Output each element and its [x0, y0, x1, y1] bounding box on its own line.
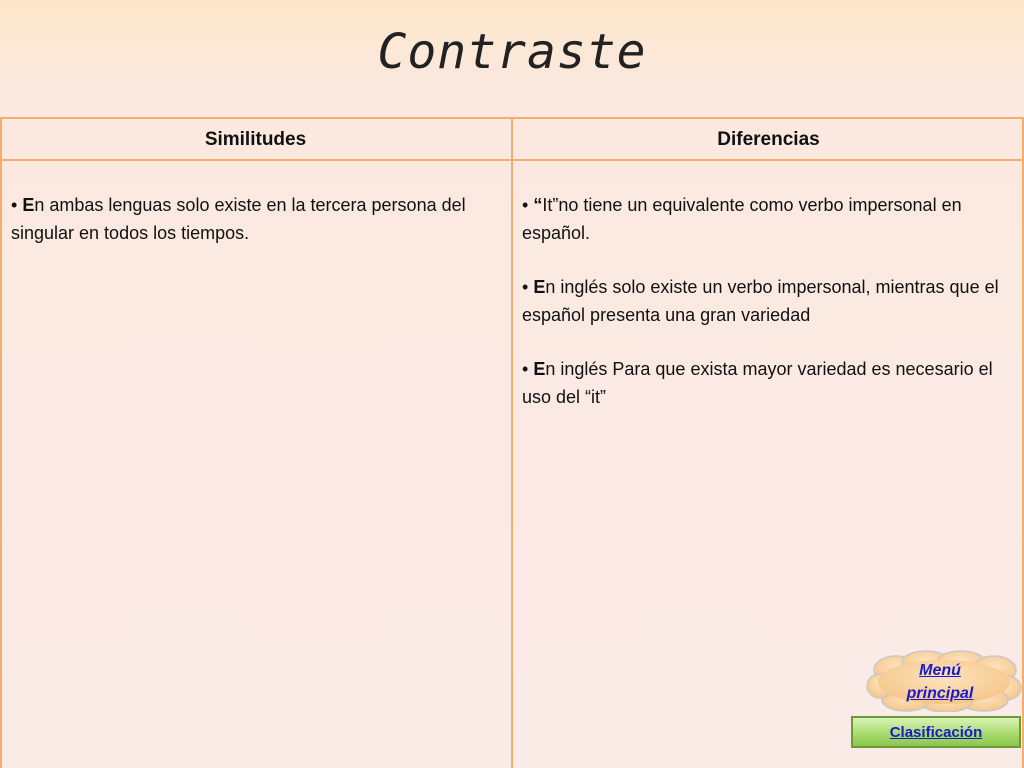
diferencias-item	[522, 355, 1014, 411]
similitudes-cell	[11, 191, 503, 273]
column-divider	[511, 119, 513, 768]
slide-title: Contraste	[377, 24, 647, 80]
menu-principal-link[interactable]	[866, 659, 1014, 705]
bullet: •	[522, 195, 529, 215]
lead-letter: E	[22, 195, 35, 215]
bullet: •	[522, 277, 529, 297]
lead-letter: E	[533, 359, 546, 379]
menu-label-line1: Menú	[919, 662, 961, 679]
menu-label-line2: principal	[906, 685, 974, 702]
item-text: It”no tiene un equivalente como verbo impersonal en español.	[522, 195, 962, 243]
diferencias-cell	[522, 191, 1014, 437]
diferencias-item	[522, 273, 1014, 329]
item-text: n ambas lenguas solo existe en la tercera persona del singular en todos los tiempos.	[11, 195, 466, 243]
similitudes-item	[11, 191, 503, 247]
bullet: •	[522, 359, 529, 379]
diferencias-item	[522, 191, 1014, 247]
lead-letter: “	[533, 195, 543, 215]
clasificacion-button[interactable]: Clasificación	[851, 716, 1021, 748]
table-border-left	[0, 119, 2, 768]
header-diferencias: Diferencias	[717, 129, 820, 150]
item-text: n inglés solo existe un verbo impersonal, mientras que el español presenta una gran variedad	[522, 277, 999, 325]
bullet: •	[11, 195, 18, 215]
header-similitudes: Similitudes	[204, 129, 307, 150]
header-divider	[0, 159, 1024, 161]
lead-letter: E	[533, 277, 546, 297]
item-text: n inglés Para que exista mayor variedad es necesario el uso del “it”	[522, 359, 993, 407]
